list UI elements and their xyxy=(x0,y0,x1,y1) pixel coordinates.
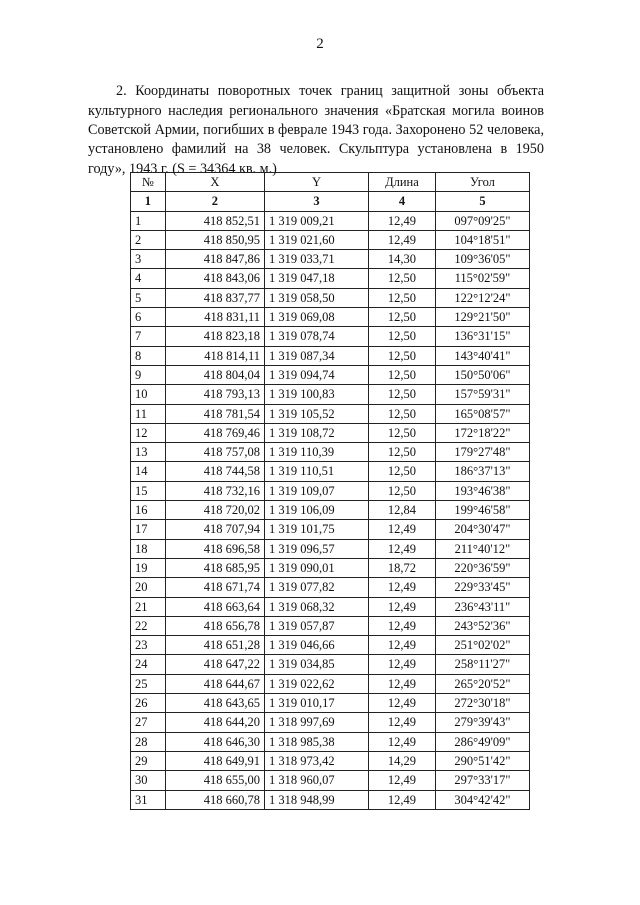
point-number-cell: 17 xyxy=(131,520,166,539)
y-coordinate-cell: 1 319 068,32 xyxy=(264,597,368,616)
y-coordinate-cell: 1 319 058,50 xyxy=(264,288,368,307)
length-cell: 12,50 xyxy=(369,404,436,423)
table-row xyxy=(131,404,530,423)
y-coordinate-cell: 1 319 010,17 xyxy=(264,694,368,713)
angle-cell: 199°46'58" xyxy=(435,501,529,520)
column-number: 1 xyxy=(131,192,166,211)
length-cell: 12,50 xyxy=(369,481,436,500)
y-coordinate-cell: 1 319 009,21 xyxy=(264,211,368,230)
point-number-cell: 10 xyxy=(131,385,166,404)
column-number-row xyxy=(131,192,530,211)
point-number-cell: 24 xyxy=(131,655,166,674)
y-coordinate-cell: 1 318 997,69 xyxy=(264,713,368,732)
y-coordinate-cell: 1 319 105,52 xyxy=(264,404,368,423)
point-number-cell: 16 xyxy=(131,501,166,520)
point-number-cell: 7 xyxy=(131,327,166,346)
point-number-cell: 3 xyxy=(131,250,166,269)
length-cell: 12,49 xyxy=(369,636,436,655)
x-coordinate-cell: 418 649,91 xyxy=(165,751,264,770)
length-cell: 12,49 xyxy=(369,713,436,732)
table-row xyxy=(131,501,530,520)
length-cell: 12,49 xyxy=(369,616,436,635)
angle-cell: 109°36'05" xyxy=(435,250,529,269)
angle-cell: 157°59'31" xyxy=(435,385,529,404)
length-cell: 12,49 xyxy=(369,211,436,230)
table-row xyxy=(131,732,530,751)
table-row xyxy=(131,790,530,809)
header-angle: Угол xyxy=(435,173,529,192)
y-coordinate-cell: 1 319 101,75 xyxy=(264,520,368,539)
length-cell: 12,49 xyxy=(369,539,436,558)
table-row xyxy=(131,385,530,404)
length-cell: 14,30 xyxy=(369,250,436,269)
column-number: 5 xyxy=(435,192,529,211)
section-intro-text: 2. Координаты поворотных точек границ защитной зоны объекта культурного наследия регионального значения «Братская могила воинов Советской Армии, погибших в феврале 1943 года. Захоронено 52 человека, установлено фамилий на 38 человек. Скульптура установлена в 1950 году», 1943 г. (S = 34364 кв. м.) xyxy=(88,83,544,177)
angle-cell: 204°30'47" xyxy=(435,520,529,539)
angle-cell: 304°42'42" xyxy=(435,790,529,809)
table-row xyxy=(131,308,530,327)
point-number-cell: 29 xyxy=(131,751,166,770)
point-number-cell: 5 xyxy=(131,288,166,307)
point-number-cell: 1 xyxy=(131,211,166,230)
angle-cell: 279°39'43" xyxy=(435,713,529,732)
angle-cell: 258°11'27" xyxy=(435,655,529,674)
table-row xyxy=(131,597,530,616)
y-coordinate-cell: 1 319 057,87 xyxy=(264,616,368,635)
length-cell: 12,50 xyxy=(369,462,436,481)
angle-cell: 179°27'48" xyxy=(435,443,529,462)
angle-cell: 143°40'41" xyxy=(435,346,529,365)
point-number-cell: 2 xyxy=(131,230,166,249)
point-number-cell: 15 xyxy=(131,481,166,500)
y-coordinate-cell: 1 319 100,83 xyxy=(264,385,368,404)
length-cell: 12,49 xyxy=(369,597,436,616)
x-coordinate-cell: 418 814,11 xyxy=(165,346,264,365)
y-coordinate-cell: 1 319 110,39 xyxy=(264,443,368,462)
point-number-cell: 11 xyxy=(131,404,166,423)
x-coordinate-cell: 418 660,78 xyxy=(165,790,264,809)
angle-cell: 150°50'06" xyxy=(435,365,529,384)
table-row xyxy=(131,578,530,597)
x-coordinate-cell: 418 837,77 xyxy=(165,288,264,307)
table-row xyxy=(131,616,530,635)
table-header-row xyxy=(131,173,530,192)
y-coordinate-cell: 1 319 110,51 xyxy=(264,462,368,481)
point-number-cell: 20 xyxy=(131,578,166,597)
y-coordinate-cell: 1 319 096,57 xyxy=(264,539,368,558)
table-row xyxy=(131,558,530,577)
angle-cell: 115°02'59" xyxy=(435,269,529,288)
y-coordinate-cell: 1 319 046,66 xyxy=(264,636,368,655)
length-cell: 12,50 xyxy=(369,443,436,462)
y-coordinate-cell: 1 318 948,99 xyxy=(264,790,368,809)
y-coordinate-cell: 1 319 021,60 xyxy=(264,230,368,249)
angle-cell: 286°49'09" xyxy=(435,732,529,751)
y-coordinate-cell: 1 319 047,18 xyxy=(264,269,368,288)
point-number-cell: 4 xyxy=(131,269,166,288)
angle-cell: 272°30'18" xyxy=(435,694,529,713)
table-row xyxy=(131,694,530,713)
x-coordinate-cell: 418 732,16 xyxy=(165,481,264,500)
column-number: 2 xyxy=(165,192,264,211)
angle-cell: 136°31'15" xyxy=(435,327,529,346)
x-coordinate-cell: 418 671,74 xyxy=(165,578,264,597)
table-row xyxy=(131,423,530,442)
table-row xyxy=(131,674,530,693)
table-row xyxy=(131,462,530,481)
y-coordinate-cell: 1 319 034,85 xyxy=(264,655,368,674)
table-row xyxy=(131,230,530,249)
length-cell: 12,50 xyxy=(369,308,436,327)
header-y: Y xyxy=(264,173,368,192)
angle-cell: 290°51'42" xyxy=(435,751,529,770)
header-length: Длина xyxy=(369,173,436,192)
length-cell: 12,50 xyxy=(369,365,436,384)
table-row xyxy=(131,655,530,674)
y-coordinate-cell: 1 319 069,08 xyxy=(264,308,368,327)
x-coordinate-cell: 418 651,28 xyxy=(165,636,264,655)
length-cell: 12,49 xyxy=(369,790,436,809)
table-row xyxy=(131,539,530,558)
table-row xyxy=(131,713,530,732)
y-coordinate-cell: 1 319 033,71 xyxy=(264,250,368,269)
column-number: 3 xyxy=(264,192,368,211)
x-coordinate-cell: 418 646,30 xyxy=(165,732,264,751)
point-number-cell: 27 xyxy=(131,713,166,732)
point-number-cell: 9 xyxy=(131,365,166,384)
y-coordinate-cell: 1 319 106,09 xyxy=(264,501,368,520)
point-number-cell: 28 xyxy=(131,732,166,751)
table-row xyxy=(131,346,530,365)
x-coordinate-cell: 418 685,95 xyxy=(165,558,264,577)
header-x: X xyxy=(165,173,264,192)
length-cell: 12,50 xyxy=(369,346,436,365)
y-coordinate-cell: 1 319 090,01 xyxy=(264,558,368,577)
length-cell: 12,49 xyxy=(369,230,436,249)
length-cell: 12,49 xyxy=(369,674,436,693)
angle-cell: 236°43'11" xyxy=(435,597,529,616)
length-cell: 12,50 xyxy=(369,269,436,288)
x-coordinate-cell: 418 850,95 xyxy=(165,230,264,249)
table-row xyxy=(131,211,530,230)
y-coordinate-cell: 1 318 973,42 xyxy=(264,751,368,770)
angle-cell: 229°33'45" xyxy=(435,578,529,597)
table-row xyxy=(131,481,530,500)
page-number: 2 xyxy=(316,36,324,52)
column-number: 4 xyxy=(369,192,436,211)
point-number-cell: 22 xyxy=(131,616,166,635)
length-cell: 12,50 xyxy=(369,288,436,307)
point-number-cell: 18 xyxy=(131,539,166,558)
y-coordinate-cell: 1 318 985,38 xyxy=(264,732,368,751)
angle-cell: 220°36'59" xyxy=(435,558,529,577)
x-coordinate-cell: 418 663,64 xyxy=(165,597,264,616)
point-number-cell: 31 xyxy=(131,790,166,809)
x-coordinate-cell: 418 696,58 xyxy=(165,539,264,558)
angle-cell: 211°40'12" xyxy=(435,539,529,558)
x-coordinate-cell: 418 823,18 xyxy=(165,327,264,346)
x-coordinate-cell: 418 744,58 xyxy=(165,462,264,481)
x-coordinate-cell: 418 804,04 xyxy=(165,365,264,384)
y-coordinate-cell: 1 319 109,07 xyxy=(264,481,368,500)
length-cell: 12,49 xyxy=(369,771,436,790)
x-coordinate-cell: 418 831,11 xyxy=(165,308,264,327)
table-row xyxy=(131,327,530,346)
y-coordinate-cell: 1 319 087,34 xyxy=(264,346,368,365)
length-cell: 12,50 xyxy=(369,385,436,404)
header-number: № xyxy=(131,173,166,192)
x-coordinate-cell: 418 647,22 xyxy=(165,655,264,674)
point-number-cell: 8 xyxy=(131,346,166,365)
table-row xyxy=(131,520,530,539)
length-cell: 12,49 xyxy=(369,694,436,713)
angle-cell: 097°09'25" xyxy=(435,211,529,230)
y-coordinate-cell: 1 319 077,82 xyxy=(264,578,368,597)
table-row xyxy=(131,288,530,307)
length-cell: 18,72 xyxy=(369,558,436,577)
point-number-cell: 30 xyxy=(131,771,166,790)
table-row xyxy=(131,771,530,790)
length-cell: 14,29 xyxy=(369,751,436,770)
coordinates-table xyxy=(130,172,530,810)
angle-cell: 243°52'36" xyxy=(435,616,529,635)
point-number-cell: 23 xyxy=(131,636,166,655)
point-number-cell: 14 xyxy=(131,462,166,481)
table-row xyxy=(131,443,530,462)
angle-cell: 186°37'13" xyxy=(435,462,529,481)
x-coordinate-cell: 418 793,13 xyxy=(165,385,264,404)
point-number-cell: 19 xyxy=(131,558,166,577)
y-coordinate-cell: 1 318 960,07 xyxy=(264,771,368,790)
angle-cell: 297°33'17" xyxy=(435,771,529,790)
y-coordinate-cell: 1 319 108,72 xyxy=(264,423,368,442)
angle-cell: 104°18'51" xyxy=(435,230,529,249)
x-coordinate-cell: 418 757,08 xyxy=(165,443,264,462)
point-number-cell: 21 xyxy=(131,597,166,616)
angle-cell: 193°46'38" xyxy=(435,481,529,500)
x-coordinate-cell: 418 707,94 xyxy=(165,520,264,539)
table-row xyxy=(131,636,530,655)
angle-cell: 251°02'02" xyxy=(435,636,529,655)
y-coordinate-cell: 1 319 022,62 xyxy=(264,674,368,693)
length-cell: 12,84 xyxy=(369,501,436,520)
length-cell: 12,50 xyxy=(369,423,436,442)
x-coordinate-cell: 418 852,51 xyxy=(165,211,264,230)
x-coordinate-cell: 418 781,54 xyxy=(165,404,264,423)
x-coordinate-cell: 418 644,67 xyxy=(165,674,264,693)
length-cell: 12,50 xyxy=(369,327,436,346)
point-number-cell: 26 xyxy=(131,694,166,713)
x-coordinate-cell: 418 644,20 xyxy=(165,713,264,732)
x-coordinate-cell: 418 843,06 xyxy=(165,269,264,288)
table-row xyxy=(131,250,530,269)
x-coordinate-cell: 418 643,65 xyxy=(165,694,264,713)
length-cell: 12,49 xyxy=(369,732,436,751)
table-body xyxy=(131,192,530,810)
angle-cell: 172°18'22" xyxy=(435,423,529,442)
point-number-cell: 6 xyxy=(131,308,166,327)
table-row xyxy=(131,751,530,770)
x-coordinate-cell: 418 769,46 xyxy=(165,423,264,442)
y-coordinate-cell: 1 319 094,74 xyxy=(264,365,368,384)
angle-cell: 122°12'24" xyxy=(435,288,529,307)
angle-cell: 265°20'52" xyxy=(435,674,529,693)
y-coordinate-cell: 1 319 078,74 xyxy=(264,327,368,346)
point-number-cell: 25 xyxy=(131,674,166,693)
angle-cell: 129°21'50" xyxy=(435,308,529,327)
point-number-cell: 13 xyxy=(131,443,166,462)
length-cell: 12,49 xyxy=(369,578,436,597)
length-cell: 12,49 xyxy=(369,520,436,539)
x-coordinate-cell: 418 720,02 xyxy=(165,501,264,520)
angle-cell: 165°08'57" xyxy=(435,404,529,423)
table-row xyxy=(131,365,530,384)
x-coordinate-cell: 418 656,78 xyxy=(165,616,264,635)
x-coordinate-cell: 418 847,86 xyxy=(165,250,264,269)
point-number-cell: 12 xyxy=(131,423,166,442)
length-cell: 12,49 xyxy=(369,655,436,674)
table-row xyxy=(131,269,530,288)
x-coordinate-cell: 418 655,00 xyxy=(165,771,264,790)
